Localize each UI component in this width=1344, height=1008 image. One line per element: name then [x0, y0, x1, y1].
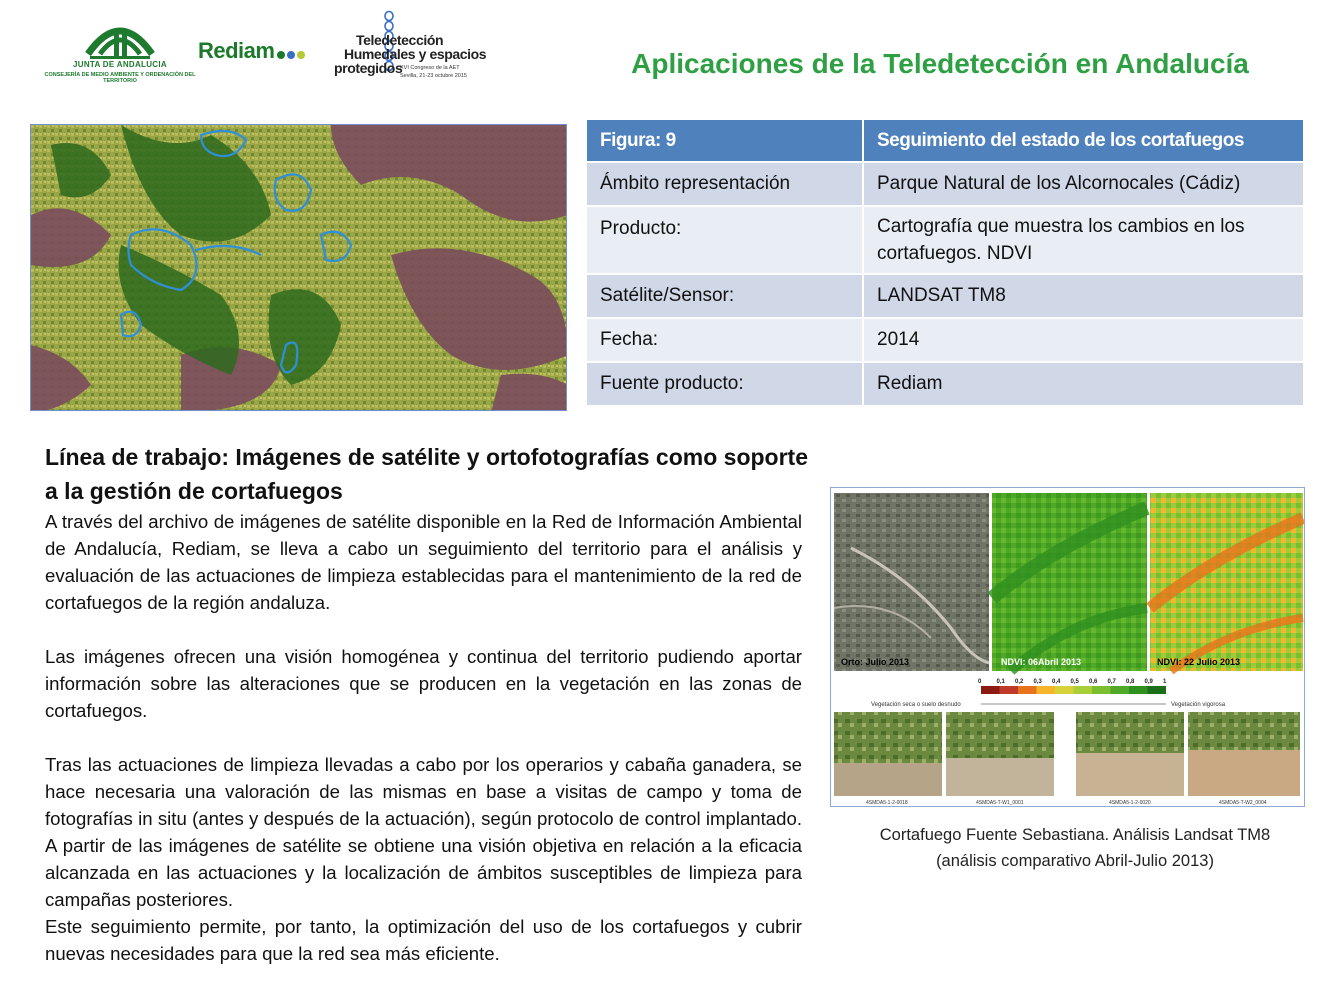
scale-swatch	[981, 686, 1000, 694]
photo-label-3: 4SMDA5-1-2-0020	[1109, 800, 1151, 806]
ndvi-scale-bar	[978, 679, 1167, 694]
figure-panel-1-label: Orto: Julio 2013	[841, 657, 910, 667]
scale-tick-label: 0,8	[1126, 679, 1135, 685]
body-text	[45, 508, 802, 967]
cortafuego-figure-graphic	[831, 488, 1305, 807]
scale-tick-label: 0,7	[1107, 679, 1116, 685]
table-cell-label: Ámbito representación	[587, 162, 863, 206]
scale-swatch	[1074, 686, 1093, 694]
table-cell-value: Parque Natural de los Alcornocales (Cádiz)	[863, 162, 1304, 206]
paragraph-3: Tras las actuaciones de limpieza llevadas a cabo por los operarios y cabaña ganadera, se hace necesaria una valoración de las mismas en base a visitas de campo y toma de fotografías in situ (antes y después de la actuación), según protocolo de control implantado. A partir de las imágenes de satélite se obtiene una visión objetiva en relación a la eficacia alcanzada en las actuaciones y la localización de ámbitos susceptibles de limpieza para campañas posteriores.	[45, 754, 802, 910]
scale-swatch	[1037, 686, 1056, 694]
table-row	[587, 274, 1304, 318]
congreso-line-1: Teledetección	[356, 32, 444, 48]
work-line-heading: Línea de trabajo: Imágenes de satélite y ortofotografías como soporte a la gestión de cortafuegos	[45, 444, 808, 504]
scale-swatch	[1111, 686, 1130, 694]
scale-tick-label: 0,9	[1144, 679, 1153, 685]
page-title: Aplicaciones de la Teledetección en Andalucía	[631, 48, 1249, 79]
scale-swatch	[1129, 686, 1148, 694]
figure-info-table	[587, 120, 1305, 407]
congreso-line-2: Humedales y espacios	[344, 46, 487, 62]
table-row	[587, 206, 1304, 274]
table-header-label: Figura: 9	[587, 120, 863, 162]
scale-swatch	[1148, 686, 1167, 694]
scale-tick-label: 0,1	[996, 679, 1005, 685]
scale-tick-label: 0,5	[1070, 679, 1079, 685]
scale-tick-label: 1	[1163, 679, 1167, 685]
table-cell-label: Producto:	[587, 206, 863, 274]
table-cell-value: 2014	[863, 318, 1304, 362]
paragraph-2: Las imágenes ofrecen una visión homogénea y continua del territorio pudiendo aportar información sobre las alteraciones que se producen en la vegetación en las zonas de cortafuegos.	[45, 646, 802, 721]
ndvi-map-image	[30, 124, 567, 411]
scale-tick-label: 0,3	[1033, 679, 1042, 685]
paragraph-4: Este seguimiento permite, por tanto, la optimización del uso de los cortafuegos y cubrir nuevas necesidades para que la red sea más eficiente.	[45, 916, 802, 964]
junta-logo-department: CONSEJERÍA DE MEDIO AMBIENTE Y ORDENACIÓN DEL TERRITORIO	[44, 72, 196, 84]
scale-tick-label: 0	[978, 679, 982, 685]
table-cell-value: Rediam	[863, 362, 1304, 406]
scale-tick-label: 0,4	[1052, 679, 1061, 685]
table-cell-label: Fecha:	[587, 318, 863, 362]
figure-caption	[840, 822, 1310, 874]
cortafuego-figure	[830, 487, 1305, 807]
figure-caption-line-2: (análisis comparativo Abril-Julio 2013)	[936, 852, 1214, 870]
table-header-value: Seguimiento del estado de los cortafuegos	[863, 120, 1304, 162]
scale-swatch	[1092, 686, 1111, 694]
junta-logo-name: JUNTA DE ANDALUCIA	[73, 60, 167, 69]
figure-caption-line-1: Cortafuego Fuente Sebastiana. Análisis Landsat TM8	[879, 826, 1271, 844]
table-header-row	[587, 120, 1304, 162]
figure-panel-2-label: NDVI: 06Abril 2013	[1001, 657, 1082, 667]
table-row	[587, 162, 1304, 206]
congreso-aet-logo	[334, 8, 504, 84]
table-row	[587, 362, 1304, 406]
congreso-edition: XVI Congreso de la AET	[400, 65, 460, 71]
junta-andalucia-logo	[40, 14, 200, 84]
junta-emblem-icon	[80, 14, 160, 60]
congreso-line-3: protegidos	[334, 60, 403, 76]
photo-label-4: 4SMDA5-T-W2_0004	[1219, 800, 1267, 806]
table-cell-label: Fuente producto:	[587, 362, 863, 406]
table-cell-label: Satélite/Sensor:	[587, 274, 863, 318]
rediam-dots-icon	[277, 51, 305, 59]
rediam-logo	[198, 36, 305, 66]
scale-swatch	[1055, 686, 1074, 694]
scale-tick-label: 0,2	[1015, 679, 1024, 685]
scale-tick-label: 0,6	[1089, 679, 1098, 685]
table-cell-value: Cartografía que muestra los cambios en los cortafuegos. NDVI	[863, 206, 1304, 274]
congreso-date: Sevilla, 21-23 octubre 2015	[400, 73, 467, 79]
table-row	[587, 318, 1304, 362]
scale-right-label: Vegetación vigorosa	[1171, 702, 1226, 708]
rediam-logo-text: Rediam	[198, 38, 275, 63]
scale-swatch	[1000, 686, 1019, 694]
photo-label-1: 4SMDA5-1-2-0018	[866, 800, 908, 806]
figure-panel-3-label: NDVI: 22 Julio 2013	[1157, 657, 1241, 667]
ndvi-map-graphic	[31, 125, 567, 411]
photo-label-2: 4SMDA5-T-W1_0001	[976, 800, 1024, 806]
scale-swatch	[1018, 686, 1037, 694]
paragraph-1: A través del archivo de imágenes de satélite disponible en la Red de Información Ambiental de Andalucía, Rediam, se lleva a cabo un seguimiento del territorio para el análisis y evaluación de las actuaciones de limpieza establecidas para el mantenimiento de la red de cortafuegos de la región andaluza.	[45, 511, 802, 613]
scale-left-label: Vegetación seca o suelo desnudo	[871, 702, 961, 708]
table-cell-value: LANDSAT TM8	[863, 274, 1304, 318]
